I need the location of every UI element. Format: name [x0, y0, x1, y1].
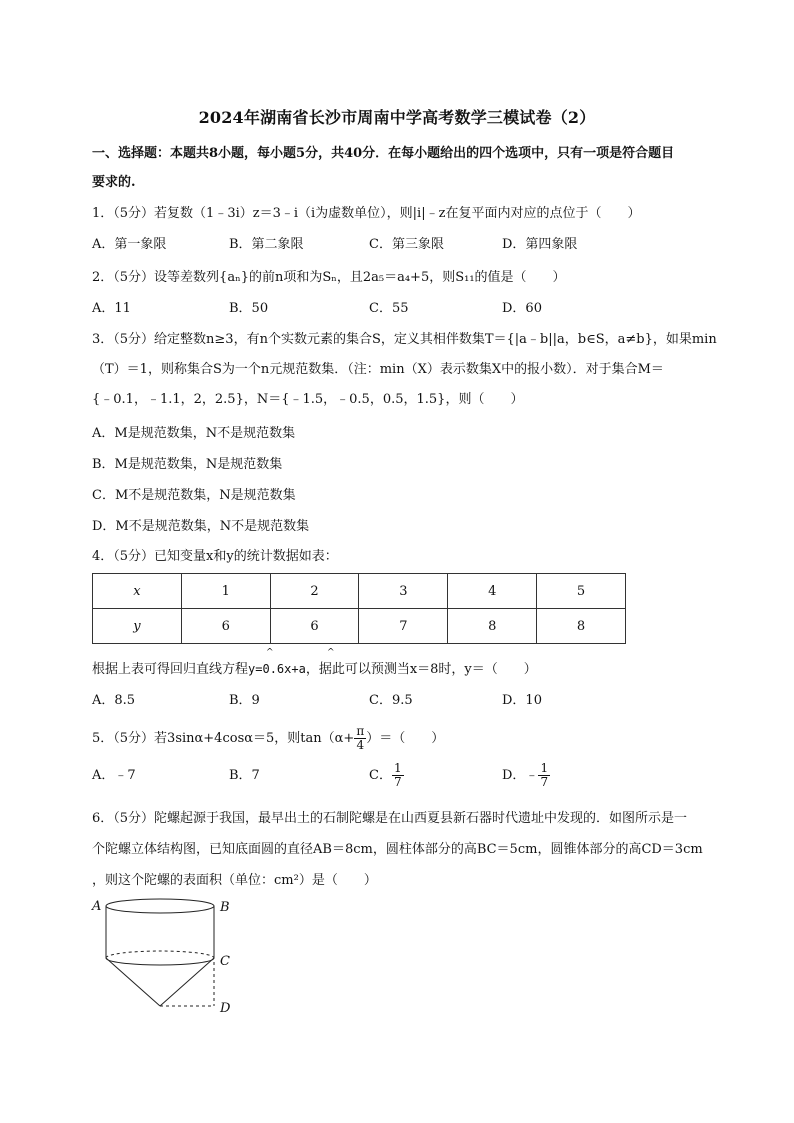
pi-over-four-fraction [354, 725, 366, 752]
table-cell: 6 [181, 609, 270, 644]
question-5-tan: tan（α+ [300, 731, 355, 746]
table-cell: 8 [537, 609, 626, 644]
regression-equation: y=0.6x+a [248, 662, 306, 676]
section-heading-line1: 一、选择题：本题共8小题，每小题5分，共40分．在每小题给出的四个选项中，只有一项是符合题目 [92, 146, 675, 161]
spinning-top-figure [88, 890, 248, 1020]
table-cell: 5 [537, 574, 626, 609]
option-c-prefix: C． [369, 768, 392, 783]
question-3-option-a: A．M是规范数集，N不是规范数集 [92, 426, 296, 441]
fraction-numerator: 1 [393, 761, 402, 775]
label-d: D [220, 1001, 231, 1016]
question-2-stem: 2．（5分）设等差数列{aₙ}的前n项和为Sₙ，且2a₅＝a₄+5，则S₁₁的值是（ ） [92, 270, 566, 285]
question-4-option-d: D．10 [502, 693, 542, 708]
question-3-line3: {﹣0.1，﹣1.1，2，2.5}，N＝{﹣1.5，﹣0.5，0.5，1.5}，则（ ） [92, 392, 524, 407]
option-d-fraction [538, 762, 550, 789]
question-5-option-b: B．7 [229, 768, 260, 783]
table-cell: 7 [359, 609, 448, 644]
question-5-option-a: A．﹣7 [92, 768, 136, 783]
question-1-option-a: A．第一象限 [92, 237, 167, 252]
question-1-stem: 1．（5分）若复数（1﹣3i）z＝3﹣i（i为虚数单位），则|i|﹣z在复平面内对应的点位于（ ） [92, 206, 641, 221]
statistics-table [92, 573, 626, 644]
table-header-y: y [93, 609, 182, 644]
table-cell: 2 [270, 574, 359, 609]
question-5-stem-b: ）＝（ ） [366, 731, 445, 746]
question-5-option-d [502, 756, 550, 796]
question-4-stem: 4．（5分）已知变量x和y的统计数据如表： [92, 549, 338, 564]
exam-title: 2024年湖南省长沙市周南中学高考数学三模试卷（2） [198, 108, 596, 127]
label-c: C [220, 954, 230, 969]
hat-mark-y: ^ [266, 648, 274, 658]
section-heading-line2: 要求的. [92, 175, 136, 190]
question-6-line3: ，则这个陀螺的表面积（单位：cm²）是（ ） [92, 873, 377, 888]
table-cell: 1 [181, 574, 270, 609]
question-4-option-b: B．9 [229, 693, 260, 708]
table-header-x: x [93, 574, 182, 609]
question-1-option-b: B．第二象限 [229, 237, 304, 252]
question-2-option-c: C．55 [369, 301, 409, 316]
fraction-denominator: 4 [356, 738, 365, 752]
label-b: B [220, 900, 230, 915]
middle-ellipse-front [106, 958, 214, 965]
question-5-stem [92, 722, 444, 756]
question-3-line2: （T）＝1，则称集合S为一个n元规范数集．（注：min（X）表示数集X中的报小数）．对于集合M＝ [92, 362, 664, 377]
question-1-option-d: D．第四象限 [502, 237, 578, 252]
question-2-option-d: D．60 [502, 301, 542, 316]
hat-mark-a: ^ [327, 648, 335, 658]
table-cell: 4 [448, 574, 537, 609]
option-d-prefix: D．﹣ [502, 768, 539, 783]
table-row-y [93, 609, 626, 644]
question-4-follow-b: ，据此可以预测当x＝8时，y＝（ ） [305, 662, 537, 677]
table-cell: 8 [448, 609, 537, 644]
table-cell: 6 [270, 609, 359, 644]
question-5-stem-a: 5．（5分）若3sinα+4cosα＝5，则 [92, 731, 301, 746]
question-3-option-c: C．M不是规范数集，N是规范数集 [92, 488, 296, 503]
question-6-line2: 个陀螺立体结构图，已知底面圆的直径AB＝8cm，圆柱体部分的高BC＝5cm，圆锥体部分的高CD＝3cm [92, 842, 703, 857]
label-a: A [92, 899, 102, 914]
middle-ellipse-back [106, 951, 214, 958]
top-ellipse [106, 899, 214, 913]
fraction-numerator: π [356, 724, 365, 738]
question-4-option-a: A．8.5 [92, 693, 136, 708]
question-2-option-a: A．11 [92, 301, 131, 316]
question-5-option-c [369, 756, 404, 796]
table-row-x [93, 574, 626, 609]
fraction-denominator: 7 [393, 775, 402, 789]
question-3-line1: 3．（5分）给定整数n≥3，有n个实数元素的集合S，定义其相伴数集T＝{|a﹣b||a，b∈S，a≠b}，如果min [92, 332, 717, 347]
fraction-denominator: 7 [540, 775, 549, 789]
fraction-numerator: 1 [540, 761, 549, 775]
question-3-option-d: D．M不是规范数集，N不是规范数集 [92, 519, 310, 534]
option-c-fraction [392, 762, 404, 789]
question-1-option-c: C．第三象限 [369, 237, 444, 252]
table-cell: 3 [359, 574, 448, 609]
question-6-line1: 6．（5分）陀螺起源于我国，最早出土的石制陀螺是在山西夏县新石器时代遗址中发现的．如图所示是一 [92, 811, 688, 826]
question-4-option-c: C．9.5 [369, 693, 413, 708]
question-2-option-b: B．50 [229, 301, 269, 316]
question-3-option-b: B．M是规范数集，N是规范数集 [92, 457, 283, 472]
question-4-follow [92, 660, 537, 679]
question-4-follow-a: 根据上表可得回归直线方程 [92, 662, 249, 677]
